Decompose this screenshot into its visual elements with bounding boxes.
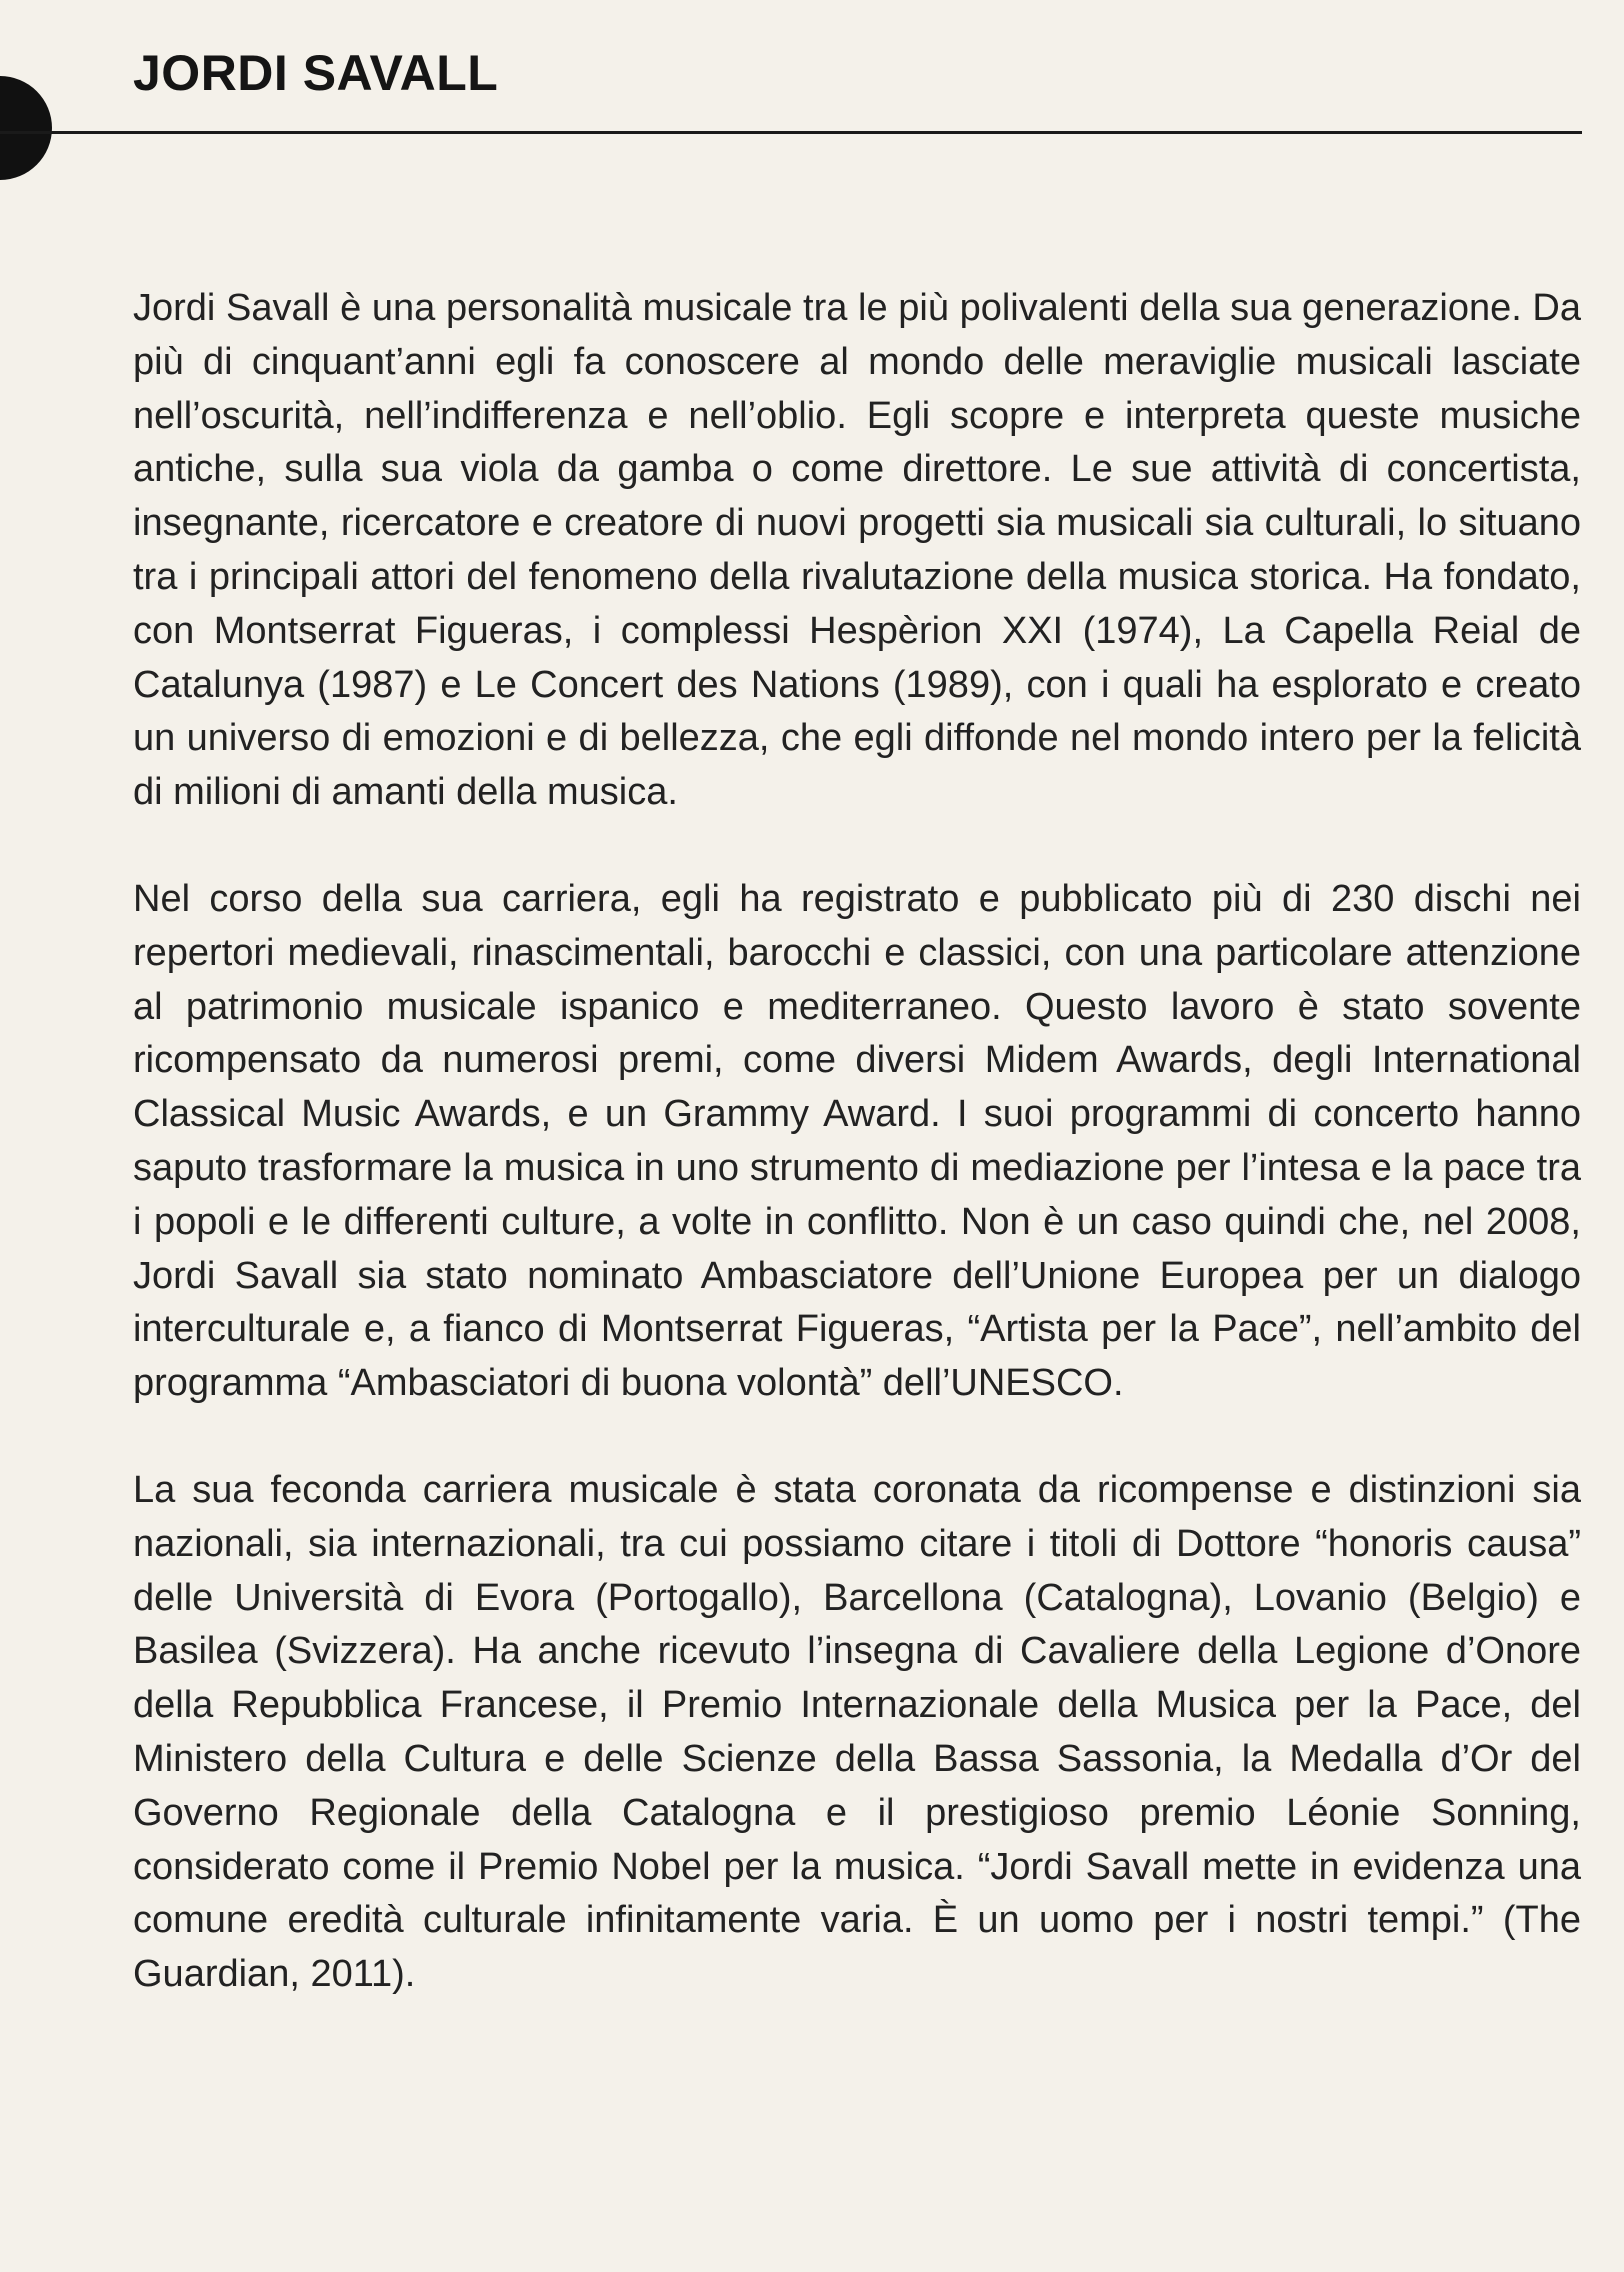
title-divider [0,131,1582,134]
paragraph-3: La sua feconda carriera musicale è stata coronata da ricompense e distinzioni sia nazionali, sia internazionali, tra cui possiamo citare i titoli di Dottore “honoris causa” delle Università di Evora (Portogallo), Barcellona (Catalogna), Lovanio (Belgio) e Basilea (Svizzera). Ha anche ricevuto l’insegna di Cavaliere della Legione d’Onore della Repubblica Francese, il Premio Internazionale della Musica per la Pace, del Ministero della Cultura e delle Scienze della Bassa Sassonia, la Medalla d’Or del Governo Regionale della Catalogna e il prestigioso premio Léonie Sonning, considerato come il Premio Nobel per la musica. “Jordi Savall mette in evidenza una comune eredità culturale infinitamente varia. È un uomo per i nostri tempi.” (The Guardian, 2011). [133,1468,1581,1996]
paragraph-1: Jordi Savall è una personalità musicale tra le più polivalenti della sua generazione. Da più di cinquant’anni egli fa conoscere al mondo delle meraviglie musicali lasciate nell’oscurità, nell’indifferenza e nell’oblio. Egli scopre e interpreta queste musiche antiche, sulla sua viola da gamba o come direttore. Le sue attività di concertista, insegnante, ricercatore e creatore di nuovi progetti sia musicali sia culturali, lo situano tra i principali attori del fenomeno della rivalutazione della musica storica. Ha fondato, con Montserrat Figueras, i complessi Hespèrion XXI (1974), La Capella Reial de Catalunya (1987) e Le Concert des Nations (1989), con i quali ha esplorato e creato un universo di emozioni e di bellezza, che egli diffonde nel mondo intero per la felicità di milioni di amanti della musica. [133,287,1581,814]
page-title: JORDI SAVALL [133,45,499,101]
biography-text [133,282,1581,2002]
paragraph-2: Nel corso della sua carriera, egli ha registrato e pubblicato più di 230 dischi nei repertori medievali, rinascimentali, barocchi e classici, con una particolare attenzione al patrimonio musicale ispanico e mediterraneo. Questo lavoro è stato sovente ricompensato da numerosi premi, come diversi Midem Awards, degli International Classical Music Awards, e un Grammy Award. I suoi programmi di concerto hanno saputo trasformare la musica in uno strumento di mediazione per l’intesa e la pace tra i popoli e le differenti culture, a volte in conflitto. Non è un caso quindi che, nel 2008, Jordi Savall sia stato nominato Ambasciatore dell’Unione Europea per un dialogo interculturale e, a fianco di Montserrat Figueras, “Artista per la Pace”, nell’ambito del programma “Ambasciatori di buona volontà” dell’UNESCO. [133,877,1581,1405]
section-tab-marker [0,76,52,180]
